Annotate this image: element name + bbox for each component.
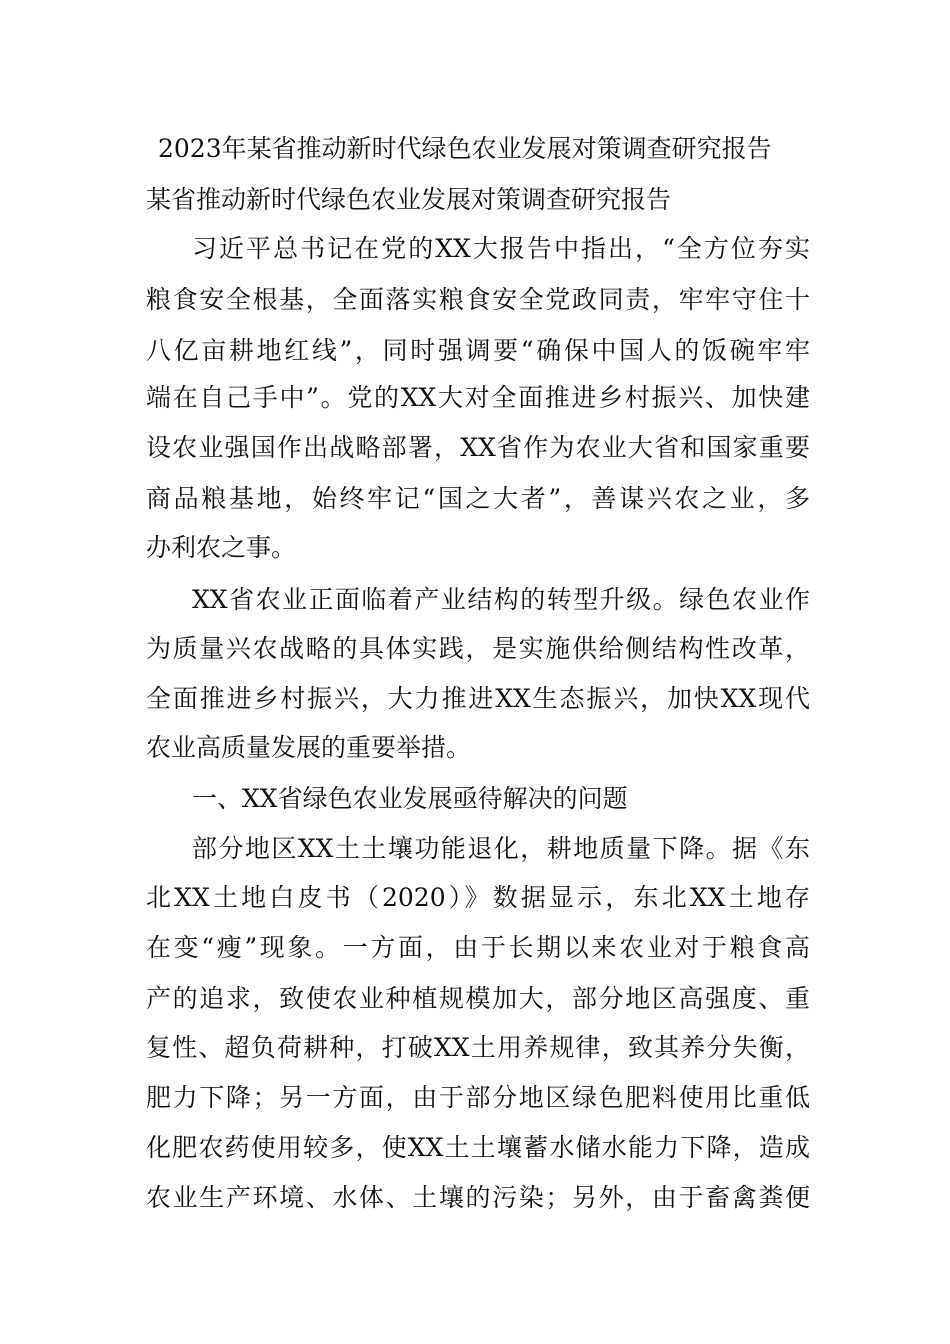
document-title: 2023年某省推动新时代绿色农业发展对策调查研究报告: [158, 134, 772, 163]
paragraph-line: 设农业强国作出战略部署，XX省作为农业大省和国家重要: [146, 433, 810, 462]
paragraph-line: 复性、超负荷耕种，打破XX土用养规律，致其养分失衡，: [146, 1033, 810, 1062]
section-heading: 一、XX省绿色农业发展亟待解决的问题: [192, 784, 628, 813]
paragraph-line: 全面推进乡村振兴，大力推进XX生态振兴，加快XX现代: [146, 684, 810, 713]
paragraph-line: 肥力下降；另一方面，由于部分地区绿色肥料使用比重低: [146, 1083, 810, 1112]
paragraph-line: 为质量兴农战略的具体实践，是实施供给侧结构性改革，: [146, 634, 810, 663]
paragraph-line: 产的追求，致使农业种植规模加大，部分地区高强度、重: [146, 984, 810, 1013]
paragraph-line: 部分地区XX土土壤功能退化，耕地质量下降。据《东: [192, 834, 810, 863]
paragraph-line: 北XX土地白皮书（2020）》数据显示，东北XX土地存: [146, 883, 810, 912]
paragraph-line: 办利农之事。: [146, 533, 297, 562]
paragraph-line: 粮食安全根基，全面落实粮食安全党政同责，牢牢守住十: [146, 285, 810, 314]
paragraph-line: 习近平总书记在党的XX大报告中指出，“全方位夯实: [192, 234, 810, 263]
paragraph-line: 八亿亩耕地红线”，同时强调要“确保中国人的饭碗牢牢: [146, 336, 810, 365]
paragraph-line: 在变“瘦”现象。一方面，由于长期以来农业对于粮食高: [146, 933, 810, 962]
document-subtitle: 某省推动新时代绿色农业发展对策调查研究报告: [146, 185, 672, 214]
paragraph-line: 商品粮基地，始终牢记“国之大者”，善谋兴农之业，多: [146, 484, 810, 513]
paragraph-line: 农业生产环境、水体、土壤的污染；另外，由于畜禽粪便: [146, 1183, 810, 1212]
paragraph-line: 化肥农药使用较多，使XX土土壤蓄水储水能力下降，造成: [146, 1133, 810, 1162]
paragraph-line: 农业高质量发展的重要举措。: [146, 733, 472, 762]
paragraph-line: 端在自己手中”。党的XX大对全面推进乡村振兴、加快建: [146, 383, 810, 412]
paragraph-line: XX省农业正面临着产业结构的转型升级。绿色农业作: [192, 585, 810, 614]
